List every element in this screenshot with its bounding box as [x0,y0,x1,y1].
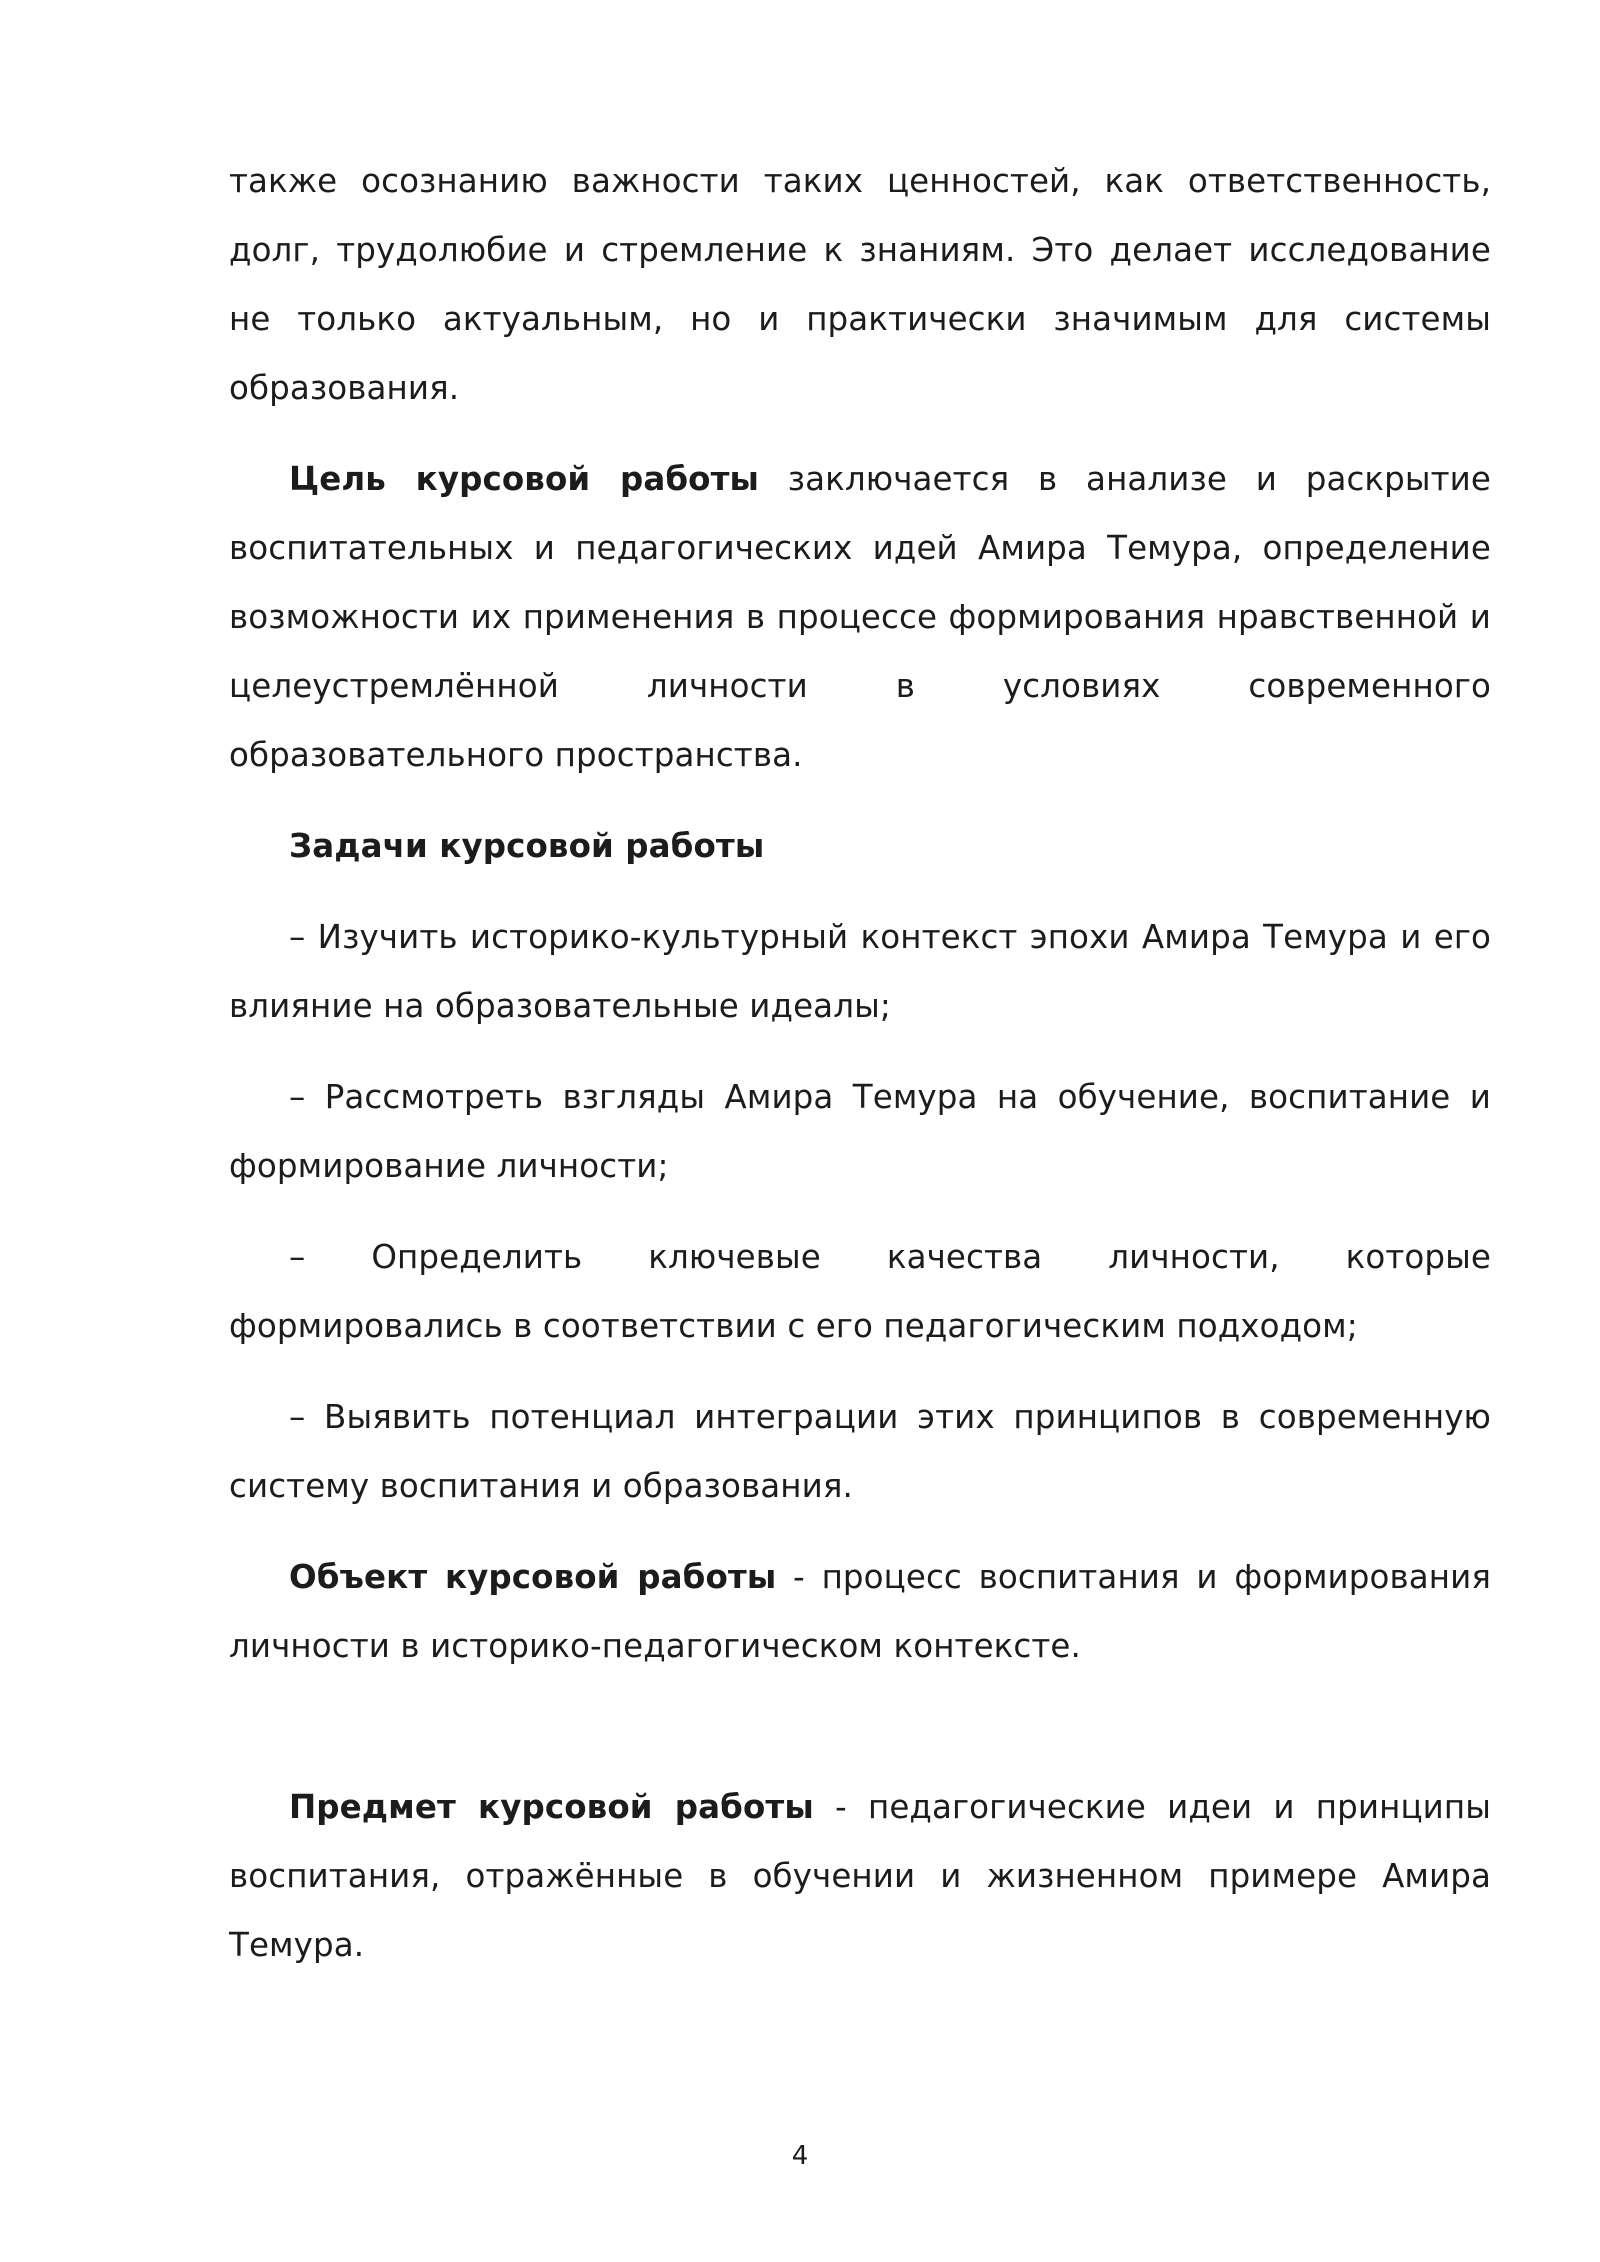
task-item-3: – Определить ключевые качества личности, которые формировались в соответствии с его педагогическим подходом; [229,1238,1491,1345]
task-item-4: – Выявить потенциал интеграции этих принципов в современную систему воспитания и образования. [229,1398,1491,1505]
page-number: 4 [791,2141,809,2171]
spacer [229,1703,1491,1773]
tasks-heading: Задачи курсовой работы [289,827,765,865]
subject-paragraph [229,1773,1491,1980]
task-item-1: – Изучить историко-культурный контекст эпохи Амира Темура и его влияние на образовательные идеалы; [229,918,1491,1025]
object-text: - процесс воспитания и формирования личности в историко-педагогическом контексте. [229,1558,1491,1665]
intro-paragraph: также осознанию важности таких ценностей, как ответственность, долг, трудолюбие и стремление к знаниям. Это делает исследование не только актуальным, но и практически значимым для системы образования. [229,162,1491,407]
object-paragraph [229,1543,1491,1681]
subject-text: - педагогические идеи и принципы воспитания, отражённые в обучении и жизненном примере Амира Темура. [229,1788,1491,1964]
goal-label: Цель курсовой работы [289,460,760,498]
goal-paragraph [229,445,1491,790]
object-label: Объект курсовой работы [289,1558,777,1596]
page-body [229,147,1491,2002]
subject-label: Предмет курсовой работы [289,1788,814,1826]
goal-text: заключается в анализе и раскрытие воспитательных и педагогических идей Амира Темура, определение возможности их применения в процессе формирования нравственной и целеустремлённой личности в условиях современного образовательного пространства. [229,460,1492,774]
task-item-2: – Рассмотреть взгляды Амира Темура на обучение, воспитание и формирование личности; [229,1078,1491,1185]
